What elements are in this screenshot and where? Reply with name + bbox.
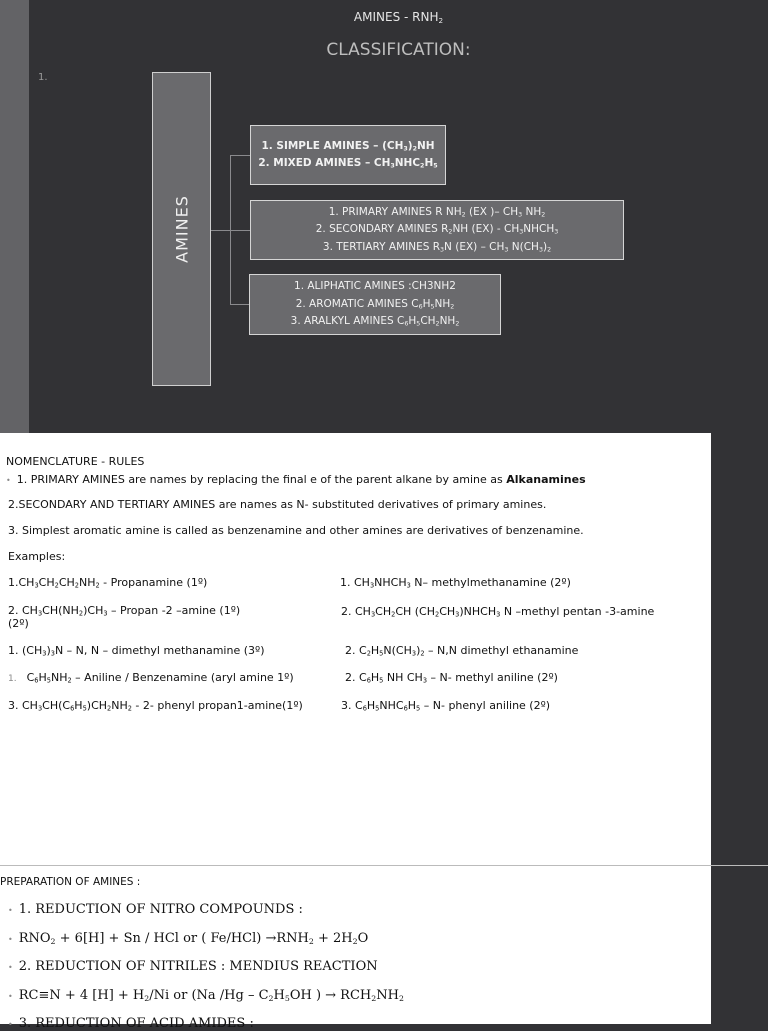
slide-side-bar (0, 0, 29, 433)
prep-line-1: • 1. REDUCTION OF NITRO COMPOUNDS : (8, 902, 303, 917)
example-right-1: 1. $CH_3NHCH_3$ N– methylmethanamine (2º) (340, 576, 571, 590)
example-right-3: 2. $C_2H_5N(CH_3)_2 - N,N$ dimethyl ethanamine (345, 644, 579, 658)
box-line: 1. PRIMARY AMINES R $NH_2$ (EX )– $CH_3$ $NH_2$ (328, 205, 546, 219)
example-left-3: 1. $(CH_3)_3N$ – N, N – dimethyl methanamine (3º) (8, 644, 265, 658)
box-line: 1. SIMPLE AMINES – $(CH_3)_2NH$ (261, 139, 435, 153)
bullet-icon: • (8, 1020, 13, 1029)
box-line: 2. AROMATIC AMINES $C_6H_5NH_2$ (295, 297, 455, 311)
rule-3: 3. Simplest aromatic amine is called as benzenamine and other amines are derivatives of benzenamine. (8, 524, 584, 537)
classification-box-simple-mixed (250, 125, 446, 185)
example-right-4: 2. $C_6H_5$ NH $CH_3 - N-$ methyl aniline (2º) (345, 671, 558, 685)
amines-root-box (152, 72, 211, 386)
examples-label: Examples: (8, 550, 66, 563)
connector-line (230, 155, 250, 156)
section-heading: NOMENCLATURE - RULES (6, 455, 145, 468)
slide-classification (0, 0, 768, 433)
amines-label: AMINES (172, 195, 191, 263)
box-line: 3. ARALKYL AMINES $C_6H_5CH_2NH_2$ (290, 315, 460, 328)
example-left-2: 2. $CH_3CH(NH_2)CH_3$ – Propan -2 –amine (1º) (2º) (8, 604, 241, 630)
slide-title: AMINES - $RNH_2$ (353, 10, 444, 25)
example-left-4: 1. $C_6H_5NH_2$ – Aniline / Benzenamine (aryl amine 1º) (8, 671, 294, 685)
bullet-icon: • (8, 935, 13, 944)
slide-subtitle: CLASSIFICATION: (326, 40, 471, 60)
slide-background-strip (711, 866, 768, 1024)
connector-line (230, 304, 249, 305)
box-line: 1. ALIPHATIC AMINES :CH3NH2 (294, 280, 456, 293)
slide-preparation (0, 865, 768, 1031)
connector-line (230, 230, 250, 231)
rule-1: • 1. PRIMARY AMINES are names by replacing the final e of the parent alkane by amine as Alkanamines (6, 473, 586, 486)
connector-line (211, 230, 231, 231)
section-heading: PREPARATION OF AMINES : (0, 876, 141, 888)
box-line: 3. TERTIARY AMINES $R_3N$ $(EX) - CH_3$ $N(CH_3)_2$ (322, 240, 552, 254)
slide-nomenclature (0, 433, 711, 865)
prep-line-3: • 2. REDUCTION OF NITRILES : MENDIUS REACTION (8, 959, 378, 974)
prep-line-2: • $RNO_2 + 6[H] + Sn$ / HCl or ( $Fe/HCl) \to RNH_2 + 2H_2O$ (8, 931, 369, 946)
box-line: 2. SECONDARY AMINES $R_2NH$ $(EX) - CH_3NHCH_3$ (315, 223, 559, 236)
prep-line-5: • 3. REDUCTION OF ACID AMIDES : (8, 1016, 254, 1031)
example-left-5: 3. $CH_3CH(C_6H_5)CH_2NH_2 - 2-$ phenyl propan1-amine(1º) (8, 699, 303, 713)
example-left-1: $1.CH_3CH_2CH_2NH_2$ - Propanamine (1º) (8, 576, 208, 590)
slide-background-strip (711, 433, 768, 865)
example-right-5: 3. $C_6H_5NHC_6H_5 - N-$ phenyl aniline (2º) (341, 699, 551, 713)
bullet-icon: • (8, 963, 13, 972)
classification-box-degree (250, 200, 624, 260)
rule-2: 2.SECONDARY AND TERTIARY AMINES are names as N- substituted derivatives of primary amines. (8, 498, 547, 511)
prep-line-4: • RC≡N + 4 $[H] + H_2/Ni$ or (Na $/Hg - C_2H_5OH$ ) → $RCH_2NH_2$ (8, 988, 404, 1003)
classification-box-type (249, 274, 501, 335)
list-number: 1. (38, 72, 48, 83)
bullet-icon: • (8, 992, 13, 1001)
example-right-2: 2. $CH_3CH_2CH$ $(CH_2CH_3)NHCH_3$ N –methyl pentan -3-amine (341, 605, 655, 619)
bullet-icon: • (6, 476, 11, 485)
box-line: 2. MIXED AMINES – $CH_3NHC_2H_5$ (258, 157, 438, 170)
bullet-icon: • (8, 906, 13, 915)
